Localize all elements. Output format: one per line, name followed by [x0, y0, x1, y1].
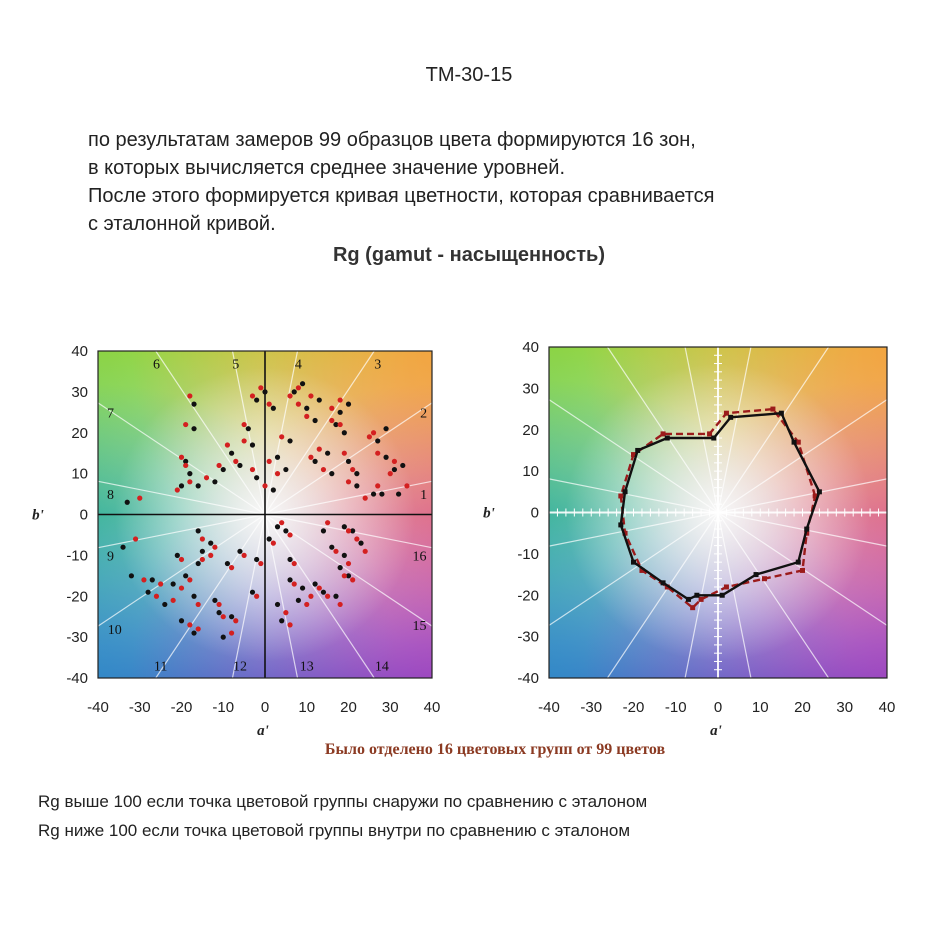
- scatter-point-test: [162, 602, 167, 607]
- scatter-point-test: [271, 406, 276, 411]
- scatter-point-reference: [187, 393, 192, 398]
- scatter-point-reference: [242, 438, 247, 443]
- zone-label: 14: [374, 659, 389, 675]
- scatter-point-test: [392, 467, 397, 472]
- scatter-point-reference: [250, 393, 255, 398]
- scatter-point-test: [208, 541, 213, 546]
- scatter-point-reference: [187, 577, 192, 582]
- scatter-point-reference: [233, 459, 238, 464]
- scatter-point-test: [275, 524, 280, 529]
- y-tick-label: -10: [517, 545, 539, 563]
- reference-gamut-point: [724, 584, 729, 589]
- test-gamut-point: [686, 597, 691, 602]
- scatter-point-reference: [375, 451, 380, 456]
- scatter-point-test: [125, 500, 130, 505]
- scatter-point-reference: [292, 561, 297, 566]
- scatter-point-reference: [200, 536, 205, 541]
- zone-label: 15: [412, 618, 427, 634]
- scatter-point-test: [396, 491, 401, 496]
- scatter-point-test: [358, 541, 363, 546]
- scatter-point-test: [287, 557, 292, 562]
- scatter-point-reference: [262, 483, 267, 488]
- scatter-point-test: [279, 618, 284, 623]
- y-tick-label: -30: [517, 628, 539, 646]
- test-gamut-point: [711, 436, 716, 441]
- y-tick-label: -40: [517, 670, 539, 687]
- section-subtitle: Rg (gamut - насыщенность): [332, 244, 606, 266]
- scatter-point-reference: [258, 385, 263, 390]
- zone-label: 13: [299, 659, 314, 675]
- scatter-point-test: [275, 602, 280, 607]
- scatter-point-test: [196, 483, 201, 488]
- scatter-point-test: [304, 406, 309, 411]
- test-gamut-point: [817, 489, 822, 494]
- scatter-point-test: [191, 402, 196, 407]
- scatter-point-reference: [171, 598, 176, 603]
- zone-label: 8: [107, 488, 115, 504]
- test-gamut-point: [661, 580, 666, 585]
- scatter-point-reference: [333, 549, 338, 554]
- scatter-point-test: [237, 463, 242, 468]
- scatter-point-test: [283, 528, 288, 533]
- x-tick-label: 40: [423, 699, 441, 716]
- x-axis-label: a': [710, 723, 722, 739]
- scatter-point-reference: [179, 557, 184, 562]
- scatter-point-test: [171, 581, 176, 586]
- x-tick-label: 10: [751, 699, 769, 716]
- y-tick-label: -30: [66, 629, 88, 647]
- test-gamut-point: [631, 560, 636, 565]
- scatter-point-reference: [363, 549, 368, 554]
- zone-label: 12: [232, 659, 247, 675]
- scatter-point-reference: [179, 455, 184, 460]
- scatter-point-test: [283, 467, 288, 472]
- test-gamut-point: [796, 560, 801, 565]
- reference-gamut-point: [690, 605, 695, 610]
- scatter-point-reference: [304, 602, 309, 607]
- scatter-point-test: [146, 590, 151, 595]
- scatter-point-reference: [342, 573, 347, 578]
- scatter-point-reference: [175, 487, 180, 492]
- test-gamut-point: [694, 593, 699, 598]
- scatter-point-reference: [179, 585, 184, 590]
- scatter-point-test: [292, 389, 297, 394]
- scatter-point-reference: [329, 418, 334, 423]
- scatter-point-test: [342, 524, 347, 529]
- scatter-point-reference: [329, 406, 334, 411]
- scatter-point-reference: [187, 479, 192, 484]
- scatter-point-reference: [350, 577, 355, 582]
- scatter-point-test: [371, 491, 376, 496]
- scatter-point-reference: [187, 622, 192, 627]
- scatter-point-test: [287, 438, 292, 443]
- scatter-point-test: [342, 430, 347, 435]
- zone-label: 5: [232, 357, 240, 373]
- scatter-point-test: [191, 630, 196, 635]
- scatter-point-reference: [308, 594, 313, 599]
- scatter-point-test: [338, 410, 343, 415]
- y-axis-label: b': [483, 505, 495, 522]
- scatter-point-test: [254, 557, 259, 562]
- scatter-point-test: [254, 475, 259, 480]
- scatter-point-test: [342, 553, 347, 558]
- zone-label: 4: [294, 357, 302, 373]
- scatter-point-test: [229, 451, 234, 456]
- page-title: TM-30-15: [425, 64, 513, 86]
- scatter-point-reference: [375, 483, 380, 488]
- zone-label: 9: [107, 549, 115, 565]
- scatter-point-reference: [346, 528, 351, 533]
- scatter-point-reference: [221, 614, 226, 619]
- reference-gamut-point: [770, 407, 775, 412]
- reference-gamut-point: [800, 568, 805, 573]
- scatter-point-test: [250, 590, 255, 595]
- scatter-point-reference: [216, 602, 221, 607]
- description-line: с эталонной кривой.: [88, 213, 276, 235]
- scatter-point-test: [375, 438, 380, 443]
- x-tick-label: -40: [538, 699, 560, 716]
- description-line: по результатам замеров 99 образцов цвета формируются 16 зон,: [88, 129, 696, 151]
- scatter-point-reference: [225, 442, 230, 447]
- scatter-point-reference: [354, 536, 359, 541]
- scatter-point-reference: [267, 402, 272, 407]
- zone-label: 10: [107, 622, 122, 638]
- x-tick-label: -10: [664, 699, 687, 716]
- scatter-point-reference: [133, 536, 138, 541]
- scatter-point-test: [325, 451, 330, 456]
- scatter-point-test: [296, 598, 301, 603]
- x-tick-label: 20: [340, 699, 357, 716]
- scatter-point-reference: [317, 585, 322, 590]
- y-tick-label: -40: [66, 670, 88, 687]
- scatter-point-test: [271, 487, 276, 492]
- scatter-point-reference: [279, 434, 284, 439]
- scatter-point-reference: [183, 422, 188, 427]
- scatter-point-reference: [287, 532, 292, 537]
- scatter-point-reference: [338, 422, 343, 427]
- y-tick-label: 20: [522, 421, 539, 439]
- zone-label: 16: [412, 549, 427, 565]
- scatter-point-reference: [292, 581, 297, 586]
- scatter-point-test: [229, 614, 234, 619]
- y-tick-label: 0: [530, 504, 539, 522]
- x-tick-label: -20: [170, 699, 193, 716]
- y-tick-label: 40: [71, 343, 88, 360]
- scatter-point-test: [237, 549, 242, 554]
- scatter-point-test: [129, 573, 134, 578]
- scatter-point-test: [225, 561, 230, 566]
- scatter-point-reference: [200, 557, 205, 562]
- scatter-point-test: [313, 581, 318, 586]
- scatter-point-reference: [283, 610, 288, 615]
- scatter-point-reference: [346, 561, 351, 566]
- scatter-point-reference: [392, 459, 397, 464]
- scatter-point-reference: [250, 467, 255, 472]
- scatter-point-test: [200, 549, 205, 554]
- y-tick-label: 10: [522, 463, 539, 481]
- scatter-point-test: [250, 442, 255, 447]
- scatter-point-reference: [137, 496, 142, 501]
- x-tick-label: -30: [128, 699, 151, 716]
- x-tick-label: 0: [260, 699, 270, 716]
- x-tick-label: 10: [298, 699, 316, 716]
- scatter-point-reference: [308, 393, 313, 398]
- scatter-point-reference: [271, 541, 276, 546]
- scatter-point-test: [329, 471, 334, 476]
- scatter-point-test: [329, 545, 334, 550]
- x-tick-label: -10: [212, 699, 235, 716]
- scatter-point-reference: [325, 520, 330, 525]
- zone-label: 2: [420, 406, 428, 422]
- scatter-point-test: [196, 561, 201, 566]
- scatter-point-reference: [154, 594, 159, 599]
- y-axis-label: b': [32, 507, 44, 524]
- scatter-point-test: [321, 528, 326, 533]
- scatter-point-test: [275, 455, 280, 460]
- scatter-point-reference: [229, 565, 234, 570]
- scatter-point-test: [179, 618, 184, 623]
- scatter-point-reference: [287, 393, 292, 398]
- scatter-point-reference: [216, 463, 221, 468]
- x-tick-label: 0: [713, 699, 723, 716]
- scatter-point-reference: [275, 471, 280, 476]
- y-tick-label: 0: [79, 506, 88, 524]
- note-above: Rg выше 100 если точка цветовой группы снаружи по сравнению с эталоном: [38, 792, 648, 811]
- scatter-point-reference: [242, 422, 247, 427]
- scatter-point-test: [212, 479, 217, 484]
- zone-label: 3: [374, 357, 382, 373]
- scatter-point-test: [313, 459, 318, 464]
- scatter-point-reference: [325, 594, 330, 599]
- zone-label: 11: [153, 659, 168, 675]
- scatter-point-test: [191, 426, 196, 431]
- x-tick-label: 30: [381, 699, 399, 716]
- scatter-point-reference: [296, 402, 301, 407]
- x-tick-label: -20: [622, 699, 645, 716]
- y-tick-label: 30: [71, 383, 88, 401]
- scatter-point-test: [354, 483, 359, 488]
- test-gamut-point: [665, 436, 670, 441]
- chart-caption: Было отделено 16 цветовых групп от 99 цветов: [324, 741, 666, 758]
- scatter-point-test: [221, 467, 226, 472]
- x-tick-label: -30: [580, 699, 603, 716]
- test-gamut-point: [618, 522, 623, 527]
- scatter-point-reference: [388, 471, 393, 476]
- scatter-point-reference: [196, 626, 201, 631]
- scatter-point-reference: [308, 455, 313, 460]
- x-tick-label: 30: [836, 699, 854, 716]
- scatter-point-test: [183, 573, 188, 578]
- scatter-point-test: [196, 528, 201, 533]
- x-axis-label: a': [257, 723, 269, 739]
- scatter-point-test: [187, 471, 192, 476]
- scatter-point-test: [175, 553, 180, 558]
- zone-label: 7: [107, 406, 115, 422]
- scatter-point-test: [338, 565, 343, 570]
- scatter-point-test: [287, 577, 292, 582]
- scatter-point-reference: [279, 520, 284, 525]
- scatter-point-test: [246, 426, 251, 431]
- test-gamut-point: [720, 593, 725, 598]
- y-tick-label: 20: [71, 424, 88, 442]
- scatter-point-reference: [371, 430, 376, 435]
- scatter-chart: [32, 343, 440, 739]
- test-gamut-point: [792, 440, 797, 445]
- test-gamut-point: [754, 572, 759, 577]
- scatter-point-test: [321, 590, 326, 595]
- note-below: Rg ниже 100 если точка цветовой группы внутри по сравнению с эталоном: [38, 821, 631, 840]
- gamut-line-chart: [483, 339, 895, 739]
- scatter-point-reference: [304, 414, 309, 419]
- zone-label: 1: [420, 488, 428, 504]
- scatter-point-reference: [338, 397, 343, 402]
- test-gamut-point: [804, 527, 809, 532]
- scatter-point-reference: [208, 553, 213, 558]
- description-line: После этого формируется кривая цветности, которая сравнивается: [88, 185, 715, 207]
- scatter-point-test: [379, 491, 384, 496]
- scatter-point-reference: [321, 467, 326, 472]
- scatter-point-reference: [258, 561, 263, 566]
- scatter-point-reference: [296, 385, 301, 390]
- scatter-point-reference: [183, 463, 188, 468]
- zone-label: 6: [152, 357, 160, 373]
- scatter-point-test: [317, 397, 322, 402]
- scatter-point-reference: [346, 479, 351, 484]
- reference-gamut-point: [762, 576, 767, 581]
- scatter-point-test: [313, 418, 318, 423]
- scatter-point-test: [120, 545, 125, 550]
- x-tick-label: -40: [87, 699, 109, 716]
- scatter-point-test: [346, 402, 351, 407]
- scatter-point-test: [212, 598, 217, 603]
- scatter-point-reference: [233, 618, 238, 623]
- scatter-point-reference: [317, 447, 322, 452]
- scatter-point-test: [262, 389, 267, 394]
- scatter-point-reference: [196, 602, 201, 607]
- scatter-point-test: [179, 483, 184, 488]
- scatter-point-test: [346, 459, 351, 464]
- x-tick-label: 40: [878, 699, 896, 716]
- scatter-point-reference: [363, 496, 368, 501]
- description-line: в которых вычисляется среднее значение уровней.: [88, 157, 566, 179]
- test-gamut-point: [728, 415, 733, 420]
- scatter-point-test: [221, 635, 226, 640]
- y-tick-label: 10: [71, 465, 88, 483]
- scatter-point-test: [383, 426, 388, 431]
- scatter-point-reference: [141, 577, 146, 582]
- scatter-point-test: [254, 397, 259, 402]
- y-tick-label: -20: [66, 588, 88, 606]
- scatter-point-reference: [350, 467, 355, 472]
- scatter-point-reference: [212, 545, 217, 550]
- scatter-point-test: [354, 471, 359, 476]
- scatter-point-test: [191, 594, 196, 599]
- scatter-point-test: [300, 585, 305, 590]
- scatter-point-reference: [254, 594, 259, 599]
- test-gamut-point: [635, 448, 640, 453]
- y-tick-label: 30: [522, 380, 539, 398]
- scatter-point-test: [216, 610, 221, 615]
- y-tick-label: 40: [522, 339, 539, 356]
- scatter-point-reference: [204, 475, 209, 480]
- y-tick-label: -10: [66, 547, 88, 565]
- scatter-point-test: [300, 381, 305, 386]
- scatter-point-reference: [404, 483, 409, 488]
- scatter-point-reference: [338, 602, 343, 607]
- scatter-point-reference: [287, 622, 292, 627]
- scatter-point-reference: [342, 451, 347, 456]
- scatter-point-test: [333, 594, 338, 599]
- test-gamut-point: [779, 411, 784, 416]
- scatter-point-test: [383, 455, 388, 460]
- scatter-point-reference: [267, 459, 272, 464]
- scatter-point-reference: [242, 553, 247, 558]
- x-tick-label: 20: [794, 699, 811, 716]
- scatter-point-test: [150, 577, 155, 582]
- scatter-point-reference: [367, 434, 372, 439]
- y-tick-label: -20: [517, 587, 539, 605]
- scatter-point-reference: [158, 581, 163, 586]
- test-gamut-point: [623, 489, 628, 494]
- scatter-point-test: [400, 463, 405, 468]
- scatter-point-reference: [229, 630, 234, 635]
- scatter-point-test: [267, 536, 272, 541]
